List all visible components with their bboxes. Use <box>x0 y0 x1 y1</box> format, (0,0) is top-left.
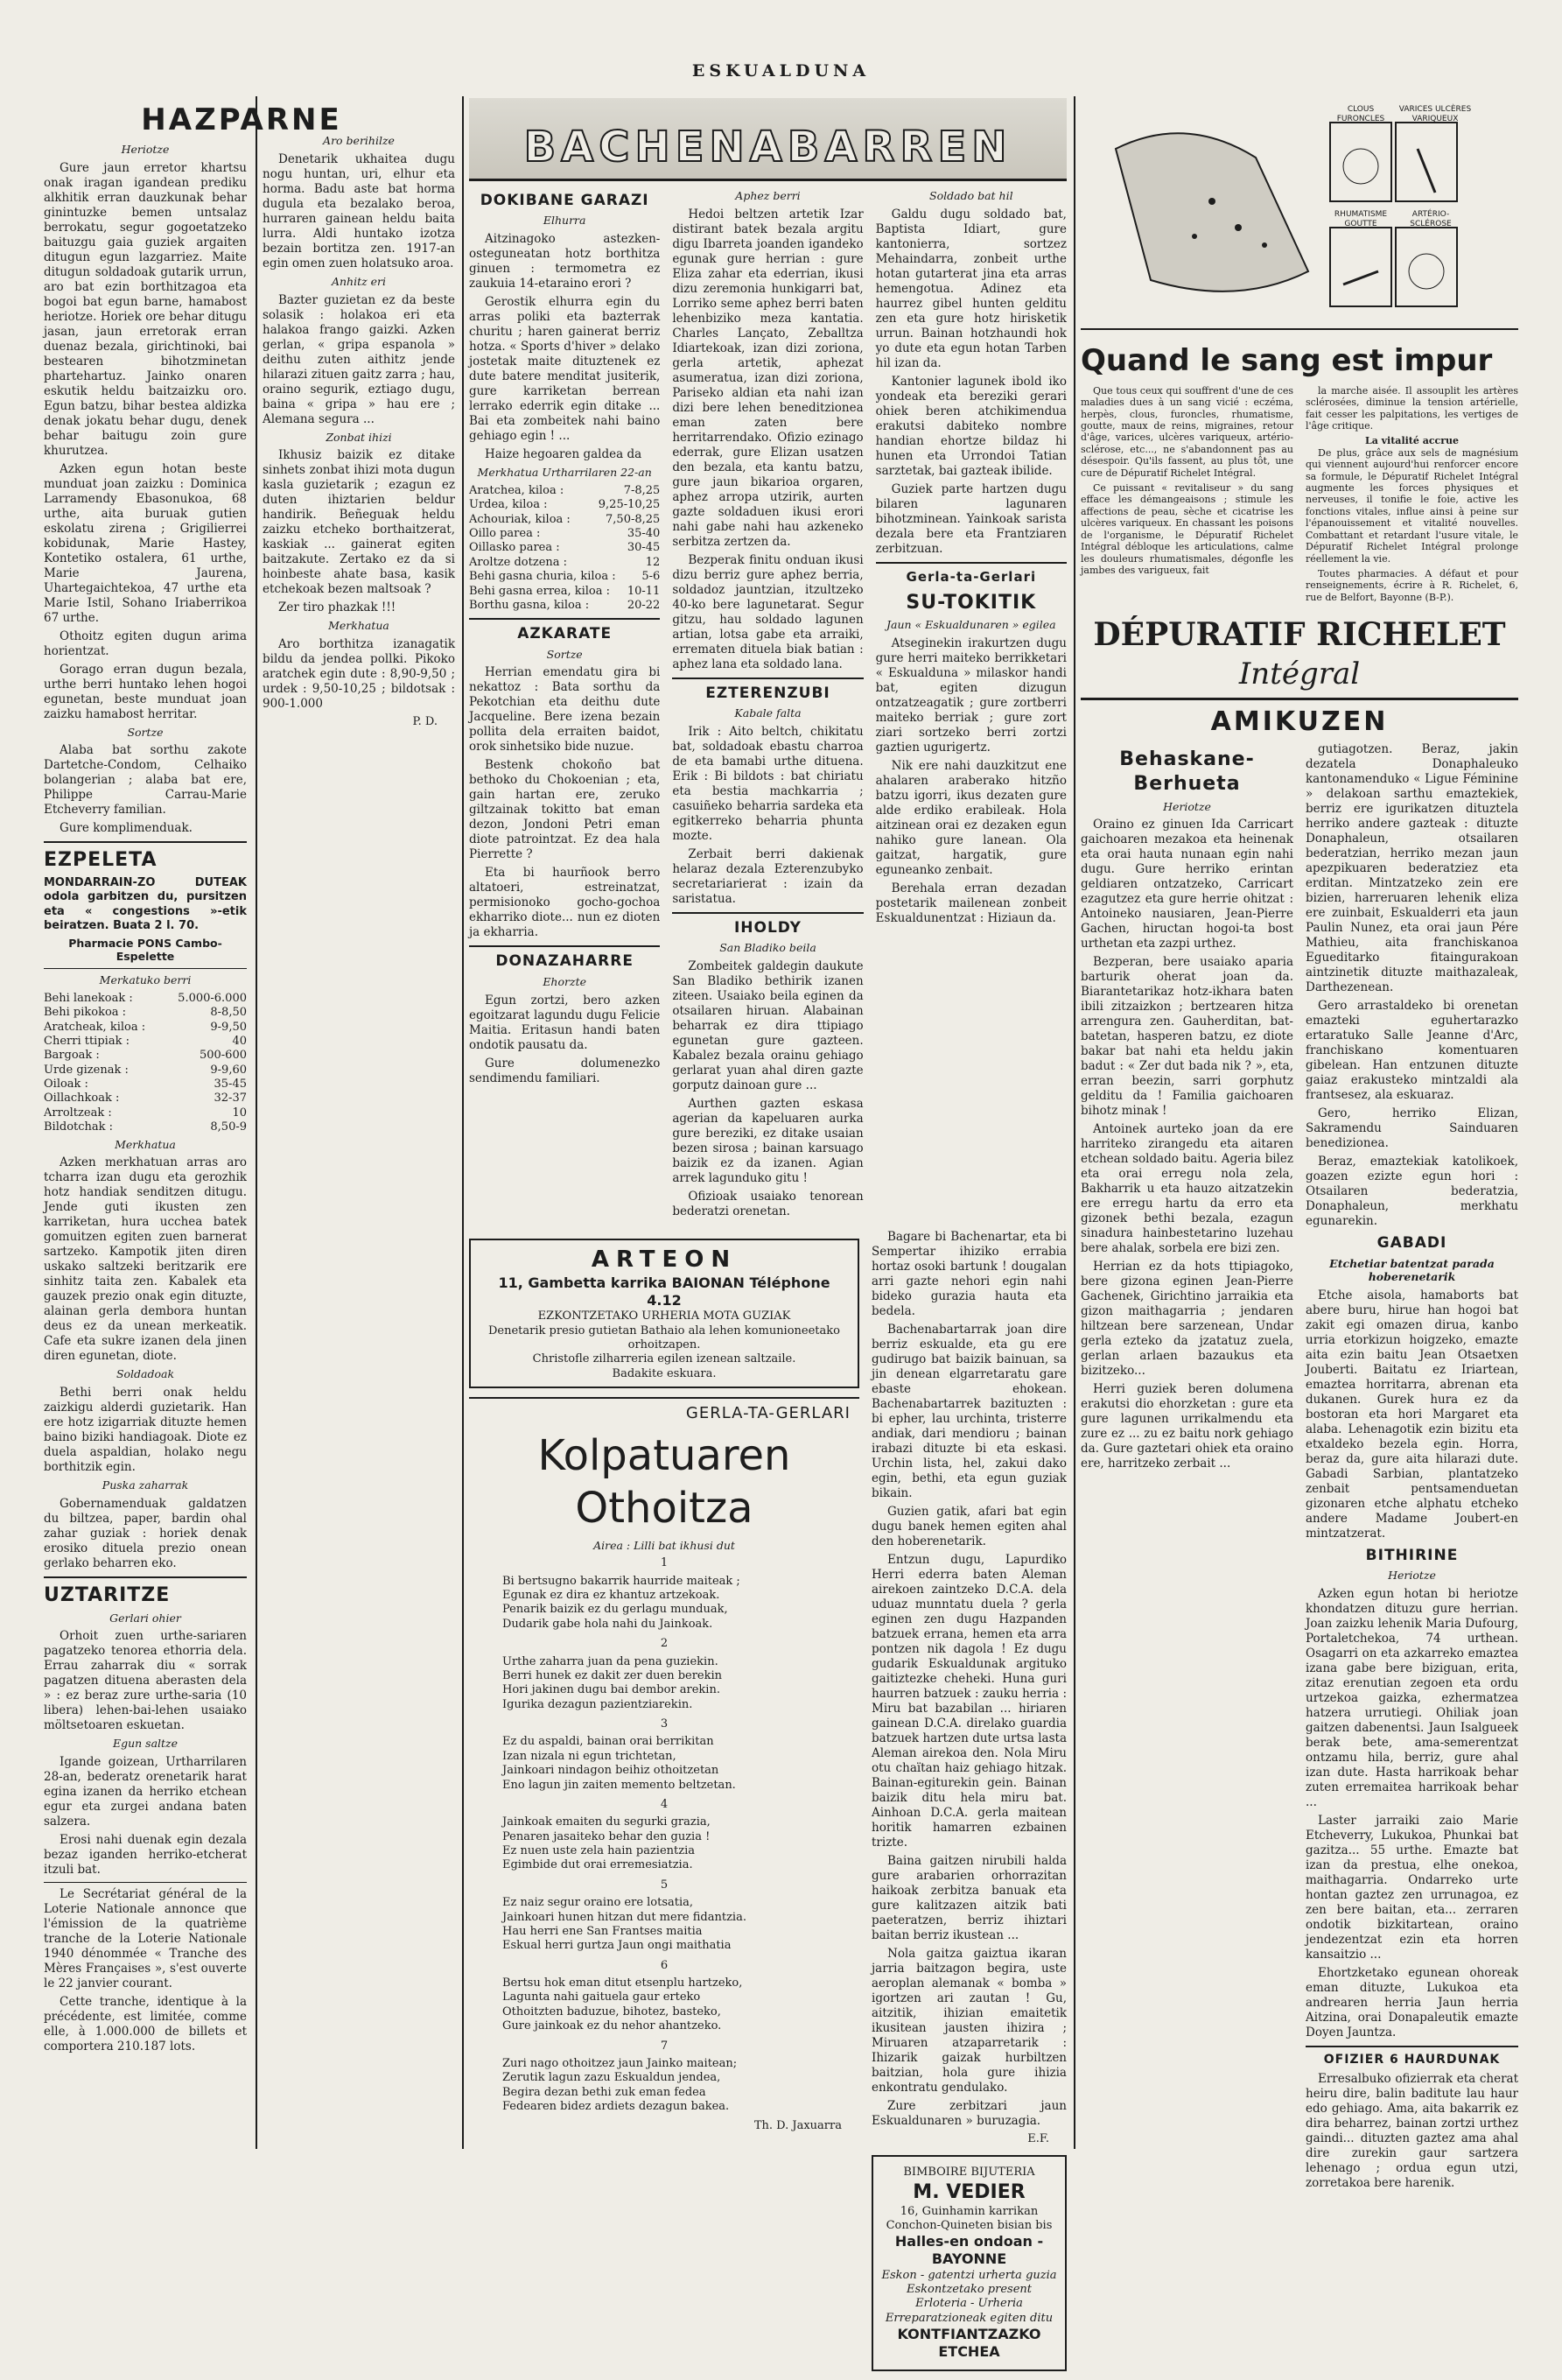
arteon-title: ARTEON <box>591 1246 738 1274</box>
ad-line: KONTFIANTZAZKO ETCHEA <box>897 2326 1041 2361</box>
stanza-line: Ez naiz segur oraino ere lotsatia, <box>502 1896 694 1910</box>
amikuzen-col <box>1306 742 1518 2194</box>
stanza-line: Bertsu hok eman ditut etsenplu hartzeko, <box>502 1976 743 1990</box>
stanza <box>502 1655 859 1713</box>
center-col-c <box>876 186 1067 1223</box>
stanza-line: Othoitzten baduzue, bihotez, basteko, <box>502 2004 721 2018</box>
anhitz-label: Anhitz eri <box>331 274 387 288</box>
stanza <box>502 1815 859 1873</box>
poem-aire: Airea : Lilli bat ikhusi dut <box>593 1538 735 1552</box>
paragraph: Herri guziek beren dolumena erakutsi dio ehorzketan : gure eta gure lagunen urrikalmendu eta zure ez ... zu ez baitu nork gehiago da. Gure gaztetari ohiek eta oraino ere, harritzeko zerbait ... <box>1081 1382 1293 1471</box>
paragraph: Bachenabartarrak joan dire berriz eskualde, eta gu ere gudirugo bat baizik bainuan, sa jin denean elgarretaratu gare ebaste ehokean. Bachenabartarrek bazituzten : bi epher, lau urchinta, tristerre andiak, dari mendioru ; bainan irabazi dituzte bi eta eskasi. Urchin lista, hel, zakui dako egin, bethi, eta egun guziak bikain. <box>872 1323 1067 1501</box>
puska-label: Puska zaharrak <box>102 1478 189 1492</box>
price-item: Behi lanekoak : <box>44 991 133 1005</box>
bithirine-title: BITHIRINE <box>1365 1547 1459 1565</box>
paragraph: Kantonier lagunek ibold iko yondeak eta bereziki gerari ohiek beren atchikimendua erakutsi dabiteko nombre handian ehortze bildaz hi hunen eta Urrondoi Tatian sarztetak, bai gazteak ibilide. <box>875 374 1067 478</box>
soldado-label: Soldado bat hil <box>929 189 1013 202</box>
price-value: 7-8,25 <box>623 483 661 497</box>
price-value: 500-600 <box>199 1049 247 1063</box>
stanza-line: Berri hunek ez dakit zer duen berekin <box>502 1668 723 1682</box>
paragraph: Antoinek aurteko joan da ere harriteko zirangedu eta aitaren etchean soldado baitu. Ageria bilez eta orai erregu nola zela, Bakharrik u eta hauzo aitzatzekin ere erregu hartu da erro eta gizonek bethi bezala, ezagun sinadura hainbestetarino luzehau bere ahalak, sorbela ere bizi zen. <box>1081 1122 1293 1256</box>
stanza-line: Penaren jasaiteko behar den guzia ! <box>502 1829 711 1843</box>
paragraph: De plus, grâce aux sels de magnésium qui viennent aujourd'hui renforcer encore sa formule, le Dépuratif Richelet Intégral augmente les forces physiques et nerveuses, il tonifie le foie, active les fonctions vitales, influe ainsi à peine sur l'épanouissement et vitalité nouvelles. Combattant et retardant l'usure vitale, le Dépuratif Richelet Intégral prolonge réellement la vie. <box>1306 446 1518 565</box>
paragraph: Eta bi haurñook berro altatoeri, estreinatzat, permisionoko gocho-gochoa ekharriko diote... nun ez dioten ja ekharria. <box>469 866 661 940</box>
newspaper-header: ESKUALDUNA <box>691 61 871 81</box>
paragraph: Irik : Aito beltch, chikitatu bat, soldadoak ebastu charroa de eta bamabi urthe dituena. Erik : Bi bildots : bat chiriatu eta bestia machkarria ; casuiñeko beharria sardeka eta egitkerreko beharria phunta mozte. <box>672 724 864 843</box>
arteon-line: EZKONTZETAKO URHERIA MOTA GUZIAK <box>537 1309 791 1323</box>
paragraph: Etche aisola, hamaborts bat abere buru, hirue han hogoi bat zakit egi omazen dirua, kanbo urria etorkizun hoigzeko, emazte aita ezin baitu Jean Otsaetxen Jouberti. Baitatu ez Iriartean, emaztea horritarra, abrenan eta dukanen. Gurek hura ez da bostoran eta hori Margaret eta alaba. Lehenagotik ezin bizitu eta etxaldeko bezela egin. Horra, beraz da, gure aita hilarazi dute. Gabadi Sarbian, plantatzeko zenbait pentsamenduetan gizonaren etche alphatu etcheko andere Madame Joubert-en mintzatzerat. <box>1306 1288 1518 1541</box>
illus-label: CLOUS FURONCLES <box>1336 105 1385 124</box>
paragraph: Bazter guzietan ez da beste solasik : holakoa eri eta halakoa frango gaizki. Azken gerlan, « gripa espanola » deithu zuten aithitz jende hilarazi zituen gaitz zarra ; hau, oraino segurik, eztiago dugu, baina « gripa » hau ere ; Alemana segura ... <box>263 292 455 426</box>
stanza-line: Jainkoari hunen hitzan dut mere fidantzia. <box>502 1910 746 1924</box>
stanza-number: 3 <box>660 1717 669 1731</box>
paragraph: Le Secrétariat général de la Loterie Nationale annonce que l'émission de la quatrième tranche de la Loterie Nationale 1940 dénommée « Tranche des Mères Françaises », s'est ouverte le 22 janvier courant. <box>44 1887 247 1991</box>
paragraph: Nola gaitza gaiztua ikaran jarria baitzagon begira, uste aeroplan alemanak « bomba » igortzen ari zautan ! Gu, aitzitik, ihizian emaitetik ikusitean jausten ihizira ; Miruaren atzaparretarik : Ihizarik gaizak hurbiltzen baitzian, hola gure ihizia enkontratu gendulako. <box>872 1947 1067 2096</box>
richelet-brand: DÉPURATIF RICHELET <box>1093 616 1506 654</box>
poem-title: Kolpatuaren Othoitza <box>537 1430 791 1534</box>
paragraph: Gero arrastaldeko bi orenetan emazteki eguhertarazko ertaratuko Salle Jeanne d'Arc, franchiskano komentuaren gibelean. Han entzunen dituzte gaiaz erakusteko mintzaldi ala frantsesez, ala eskuaraz. <box>1306 999 1518 1103</box>
price-item: Behi gasna churia, kiloa : <box>469 570 616 584</box>
column-rule <box>462 96 464 2149</box>
ad-name: M. VEDIER <box>913 2180 1026 2203</box>
stanza-line: Eskual herri gurtza Jaun ongi maithatia <box>502 1939 732 1953</box>
arteon-ad <box>469 1239 859 1388</box>
paragraph: Herrian emendatu gira bi nekattoz : Bata sorthu da Pekotchian eta deithu dute Jacqueline. Bere izena bezain pollita dela erraiten baidot, orok sinhetsiko bide nuzue. <box>469 665 661 755</box>
price-item: Cherri ttipiak : <box>44 1034 130 1048</box>
stanza-line: Hau herri ene San Frantses maitia <box>502 1924 703 1938</box>
ad-line: 16, Guinhamin karrikan <box>900 2204 1039 2218</box>
price-value: 35-40 <box>627 527 661 541</box>
stanza <box>502 1735 859 1793</box>
price-row <box>469 585 660 599</box>
arteon-line: Christofle zilharreria egilen izenean saltzaile. <box>532 1352 796 1366</box>
paragraph: Bezperak finitu onduan ikusi dizu berriz gure aphez berria, soldadoz jauntzian, itzultzeko 40-ko bere lagunetarat. Segur gitzu, hau soldado lagunen artian, lotsa gabe eta arraiki, errematen dituela biak batian : aphez lana eta soldado lana. <box>672 552 864 671</box>
stanza-number: 1 <box>660 1556 669 1570</box>
stanza-line: Fedearen bidez ardiets dezagun bakea. <box>502 2100 730 2114</box>
price-value: 12 <box>645 555 661 569</box>
price-row <box>469 556 660 570</box>
paragraph: Erresalbuko ofizierrak eta cherat heiru dire, balin baditute lau haur edo gehiago. Ama, aita bakarrik ez dira beharrez, bainan zortzi urthez gaindi... dituzten gaztez ama ahal dire zurekin gaur sartzera lehenago ; ordua egun utzi, zorretakoa bere harenik. <box>1306 2071 1518 2190</box>
stanza-line: Egimbide dut orai erremesiatzia. <box>502 1858 693 1872</box>
uztaritze-title: UZTARITZE <box>44 1583 171 1606</box>
price-item: Behi gasna errea, kiloa : <box>469 584 611 598</box>
ezterenzubi-title: EZTERENZUBI <box>705 684 830 702</box>
illus-label: RHUMATISME GOUTTE <box>1334 210 1388 229</box>
price-list <box>44 992 247 1135</box>
paragraph: Zer tiro phazkak !!! <box>278 600 396 615</box>
azkarate-title: AZKARATE <box>517 625 613 643</box>
merkhatua-label: Merkhatua Urtharrilaren 22-an <box>477 466 652 480</box>
paragraph: Nik ere nahi dauzkitzut ene ahalaren araberako hitzño batzu igorri, ikus dezaten gure alde erdiko erabileak. Hola aitzinean orai ez dezaken egun nahiko gure lanean. Ola gaitzat, hargatik, gure eguneanko zenbait. <box>875 759 1067 878</box>
divider <box>44 1882 247 1883</box>
pharmacie: Pharmacie PONS Cambo-Espelette <box>68 936 222 964</box>
ezpeleta-notice: MONDARRAIN-ZO DUTEAK odola garbitzen du, pursitzen eta « congestions »-etik beiratzen. Buata 2 l. 70. <box>44 876 247 933</box>
price-item: Achouriak, kiloa : <box>469 512 571 526</box>
elhurra-label: Elhurra <box>543 214 586 228</box>
stanza-number: 6 <box>660 1958 669 1972</box>
stanza-line: Begira dezan bethi zuk eman fedea <box>502 2085 706 2099</box>
bachenabarren-masthead <box>469 98 1067 181</box>
center-col-b <box>672 186 863 1223</box>
price-row <box>44 1006 247 1020</box>
amikuzen-title: AMIKUZEN <box>1210 706 1389 738</box>
price-value: 10-11 <box>627 584 661 598</box>
paragraph: Gure dolumenezko sendimendu familiari. <box>469 1056 661 1085</box>
price-item: Aratchea, kiloa : <box>469 483 564 497</box>
bijouterie-ad <box>872 2155 1067 2371</box>
stanza-line: Egunak ez dira ez khantuz artzekoak. <box>502 1589 720 1603</box>
center-block <box>469 96 1067 2361</box>
divider <box>1081 698 1518 700</box>
price-row <box>469 599 660 613</box>
ad-line: Halles-en ondoan - BAYONNE <box>894 2233 1044 2268</box>
price-item: Oiloak : <box>44 1078 88 1092</box>
paragraph: Gobernamenduak galdatzen du biltzea, paper, bardin ohal zahar guziak : horiek denak erosiko dituela prezio onean gerlako beharren eko. <box>44 1496 247 1570</box>
su-tokitik-sub: Jaun « Eskualdunaren » egilea <box>886 618 1056 632</box>
paragraph: Ce puissant « revitaliseur » du sang efface les démangeaisons ; stimule les affections de peau, sèche et cicatrise les ulcères variqueux. En chassant les poisons de l'organisme, le Dépuratif Richelet Intégral débloque les articulations, calme les douleurs rhumatismales, dégonfle les jambes des varigueux, fait <box>1081 482 1293 576</box>
stanza-line: Izan nizala ni egun trichtetan, <box>502 1749 676 1763</box>
garadi-title: GABADI <box>1376 1234 1447 1253</box>
paragraph: Zure zerbitzari jaun Eskualdunaren » buruzagia. <box>872 2099 1067 2129</box>
divider <box>469 945 660 947</box>
price-value: 9-9,50 <box>210 1020 247 1034</box>
price-item: Behi pikokoa : <box>44 1006 127 1020</box>
stanza-number: 7 <box>660 2039 669 2053</box>
center-lower-right <box>872 1230 1067 2380</box>
sortze-label: Sortze <box>127 725 164 739</box>
price-list <box>469 484 660 613</box>
gerla-box-title: Gerla-ta-Gerlari <box>906 568 1037 585</box>
stanza <box>502 2057 859 2115</box>
signature: P. D. <box>412 715 438 728</box>
price-item: Arroltzeak : <box>44 1106 112 1120</box>
price-row <box>44 1092 247 1106</box>
price-item: Oillasko parea : <box>469 541 560 555</box>
column-2 <box>263 131 455 2184</box>
price-item: Borthu gasna, kiloa : <box>469 598 590 612</box>
stanza-line: Bi bertsugno bakarrik haurride maiteak ; <box>502 1574 740 1588</box>
paragraph: Guzien gatik, afari bat egin dugu banek hemen egiten ahal den hoberenetarik. <box>872 1505 1067 1549</box>
paragraph: la marche aisée. Il assouplit les artères sclérosées, diminue la tension artérielle, fait cesser les palpitations, les vertiges de l'âge critique. <box>1306 384 1518 432</box>
price-row <box>469 498 660 512</box>
paragraph: Hedoi beltzen artetik Izar distirant batek bezala argitu digu Ibarreta joanden igandeko egunak gure herrian : gure Eliza zahar eta ederrian, ikusi dizu zeremonia hunkigarri bat, Lorriko seme aphez berri baten lehenbiziko meza kantatia. Charles Lançato, Zeballtza Idiartekoak, izan dizi zoriona, gerla artetik, aphezat asumeratua, izan dizi zoriona, Pariseko aldian eta nahi izan dizi bere lehen beneditzionea eman zaten bere herritarrendako. Ofizio ezinago ederrak, gure Elizan usatzen den bezala, eta kantu batzu, gure jaun bikarioa orgaren, aphez arropa utzirik, aurten gazte soldaduen ikusi erori nahi gabe nahi hau azkeneko serbitza zertzen da. <box>672 207 864 549</box>
paragraph: Baina gaitzen nirubili halda gure arabarien orhorrazitan haikoak zerbitza banuak eta gure kalitzazen aitzik bati paeteratzen, berriz ihiztari baitan berriz ikustean ... <box>872 1854 1067 1943</box>
price-value: 8-8,50 <box>210 1006 247 1020</box>
paragraph: Haize hegoaren galdea da <box>485 447 642 462</box>
paragraph: Ehortzketako egunean ohoreak eman dituzte, Lukukoa eta andrearen herria Jaun herria Aitzina, orai Donapaleutik emazte Doyen Jauntza. <box>1306 1966 1518 2040</box>
price-item: Urde gizenak : <box>44 1063 129 1077</box>
stanza-line: Ez nuen uste zela hain pazientzia <box>502 1844 696 1858</box>
divider <box>1306 2046 1518 2047</box>
quand-columns <box>1081 385 1518 607</box>
stanza-line: Hori jakinen dugu bai dembor arekin. <box>502 1683 720 1697</box>
ad-line: Conchon-Quineten bisian bis <box>886 2218 1053 2232</box>
heriotze-label: Heriotze <box>121 142 170 156</box>
stanza-line: Igurika dezagun pazientziarekin. <box>502 1697 693 1711</box>
paragraph: Entzun dugu, Lapurdiko Herri ederra baten Aleman airekoen zaintzeko D.C.A. dela uduaz munntatu duela ? gerla eginen zen dugu Hazpanden batzuek errana, hemen eta arra pontzen nik dagola ! Ez dugu gudarik Eskualdunak argituko gaitiztezke cheheki. Huna guri haurren batzuek : zauku herria : Miru bat bazabilan ... hiriaren gainean D.C.A. direlako guardia batzuek hartzen dute urtsa lasta Aleman airekoa den. Nola Miru otu chaïtan haiz gehiago hitzak. Bainan-egiturekin gein. Bainan baizik ditu hela miru bat. Ainhoan D.C.A. gerla maitean horitik hamarren ezbainen trizte. <box>872 1553 1067 1850</box>
paragraph: Beraz, emaztekiak katolikoek, goazen ezizte egun hori : Otsailaren bederatzia, Donaphaleun, merkhatu egunarekin. <box>1306 1155 1518 1229</box>
ad-line: BIMBOIRE BIJUTERIA <box>903 2166 1035 2180</box>
divider <box>44 841 247 843</box>
garadi-sub: Etchetiar batentzat parada hoberenetarik <box>1329 1256 1495 1284</box>
quand-col <box>1081 385 1293 607</box>
paragraph: Zombeitek galdegin daukute San Bladiko bethirik izanen ziteen. Usaiako beila eginen da otsailaren hiruan. Alabainan beharrak ez dira ttipiago egunetan gure gazteen. Kabalez bezala orainu gehiago gerlarat yuan ahal diren gazte gorputz dainoan gure ... <box>672 959 864 1093</box>
center-col-a <box>469 186 660 1223</box>
stanza-number: 5 <box>660 1878 669 1892</box>
paragraph: Oraino ez ginuen Ida Carricart gaichoaren mezakoa eta heinenak eta orai hauta nunaan egin nahi dugu. Gure herriko erintan geldiaren ontzatzeko, Carricart ezagutzez eta gure herrie ohitzat : Antoineko nausiaren, Jean-Pierre Gachen, hiructan hogoi-ta bost urthetan eta zazpi urthez. <box>1081 818 1293 951</box>
paragraph: Azken merkhatuan arras aro tcharra izan dugu eta gerozhik hotz handiak senditzen ditugu. Jende guti ikusten zen karriketan, hura ucchea batek gomuitzen egiten zuen barnerat sartzeko. Kampotik jiten diren uskako saltzeki beritzarik ere sinhitz taita zen. Kabalek eta gauzek prezio onak egin dituzte, alainan gerla dembora huntan deus ez da unean merkeatik. Cafe eta sukre izanen dela jinen diren egunetan, diote. <box>44 1155 247 1364</box>
stanza-line: Jainkoak emaiten du segurki grazia, <box>502 1815 711 1829</box>
heriotze-label: Heriotze <box>1388 1569 1436 1583</box>
dokibane-title: DOKIBANE GARAZI <box>480 192 649 209</box>
kabale-label: Kabale falta <box>734 706 802 720</box>
divider <box>44 1576 247 1578</box>
paragraph: Aitzinagoko astezken-osteguneatan hotz borthitza ginuen : termometra ez zaukuia 14-etaraino erori ? <box>469 232 661 291</box>
paragraph: Laster jarraiki zaio Marie Etcheverry, Lukukoa, Phunkai bat gazitza... 55 urthe. Emazte bat izan da prestua, elhe onekoa, maithagarria. Ondarreko urte hontan gaztez zen urrunagoa, ez zen bere baitan, eta... zerraren ondotik bizkitartean, oraino jendezentzat ezin eta horren kansaitzio ... <box>1306 1814 1518 1962</box>
poem-signature: Th. D. Jaxuarra <box>753 2119 842 2133</box>
stanza-line: Dudarik gabe hola nahi du Jainkoak. <box>502 1617 713 1631</box>
paragraph: Aurthen gazten eskasa agerian da kapeluaren aurka gure bereziki, ez ditake usaian bezen sirosa ; bainan karsuago baizik ez da izanen. Agian arrek lagunduko gitu ! <box>672 1097 864 1186</box>
center-lower <box>469 1230 1067 2380</box>
arteon-line: Badakite eskuara. <box>612 1366 717 1380</box>
quand-col <box>1306 385 1518 607</box>
paragraph: Azken egun hotan beste munduat joan zaizku : Dominica Larramendy Ebasonukoa, 68 urthe, aita buruak gutien eskolatu zirena ; Grigilierrei kobidunak, Marie Hastey, Kontetiko ostalera, 61 urthe, Marie Jaurena, Uhartegaichtekoa, 47 urthe eta Marie Istil, Sohano Iriaberrikoa 67 urthe. <box>44 461 247 625</box>
beila-label: San Bladiko beila <box>719 941 816 955</box>
integral-brand: Intégral <box>1238 656 1361 692</box>
paragraph: Toutes pharmacies. A défaut et pour renseignements, écrire à R. Richelet, 6, rue de Belfort, Bayonne (B-P.). <box>1306 567 1518 603</box>
quand-headline: Quand le sang est impur <box>1081 343 1493 378</box>
column-rule <box>256 96 257 2149</box>
egun-label: Egun saltze <box>112 1737 179 1751</box>
price-value: 5.000-6.000 <box>178 991 247 1005</box>
stanza-line: Penarik baizik ez du gerlagu munduak, <box>502 1603 728 1617</box>
price-value: 9,25-10,25 <box>598 498 661 512</box>
stanza-number: 2 <box>660 1637 669 1651</box>
price-item: Aroltze dotzena : <box>469 555 568 569</box>
price-value: 30-45 <box>627 541 661 555</box>
amikuzen-col <box>1081 742 1293 2194</box>
divider <box>469 618 660 620</box>
stanza-line: Jainkoari nindagon beihiz othoitzetan <box>502 1764 719 1778</box>
price-row <box>469 541 660 555</box>
ezpeleta-title: EZPELETA <box>44 849 158 872</box>
paragraph: Bestenk chokoño bat bethoko du Chokoenian ; eta, gain hartan ere, zeruko giltzainak tokitto bat eman dezon, Jondoni Petri eman diote patrointzat. Ez dea hala Pierrette ? <box>469 758 661 862</box>
paragraph: Bezperan, bere usaiako aparia barturik oherat joan da. Biarantetarikaz hotz-ikhara baten ibili zitzaizkon ; bertzearen hitza arrengura zen. Gauherditan, bat-batetan, hasperen batzu, ez diote bakar bat nahi eta heldu jakin badut : « Zer dut bada nik ? », eta, erran beezin, sarri gorphutz gelditu da ! Familia gaichoaren bihotz minak ! <box>1081 955 1293 1119</box>
paragraph: Alaba bat sorthu zakote Dartetche-Condom, Celhaiko bolangerian ; alaba bat ere, Philippe Carrau-Marie Etcheverry familian. <box>44 743 247 818</box>
price-value: 9-9,60 <box>210 1063 247 1077</box>
paragraph: Bagare bi Bachenartar, eta bi Sempertar ihiziko errabia hortaz osoki bartunk ! dougalan arri gazte nehori egin nahi bideko gurazia hauta eta bedela. <box>872 1230 1067 1319</box>
paragraph: Ikhusiz baizik ez ditake sinhets zonbat ihizi mota dugun kasla guzietarik ; ezagun ez duten ihiztarien beldur handirik. Beñeguak heldu zaizku etcheko borthaitzerat, kaskiak ... gainerat egiten baitzakute. Zertako ez da si hoinbeste ahate basa, kasik etchekoak bezen maltsoak ? <box>263 448 455 597</box>
paragraph: Bethi berri onak heldu zaizkigu alderdi guzietarik. Han ere hotz izigarriak dituzte hemen baino biziki handiagoak. Diote ez duela aspaldian, holako negu borthitzik egin. <box>44 1386 247 1475</box>
stanza-line: Ez du aspaldi, bainan orai berrikitan <box>502 1735 714 1749</box>
price-item: Oillachkoak : <box>44 1092 120 1106</box>
price-item: Bildotchak : <box>44 1120 114 1134</box>
divider <box>876 562 1067 564</box>
price-value: 35-45 <box>214 1078 247 1092</box>
paragraph: Gerostik elhurra egin du arras poliki eta bazterrak churitu ; haren gainerat berriz hotza. « Sports d'hiver » delako jostetak maite dituztenek ez dute batere menditat jusiterik, gure karriketan berrean lerrako ederrik egin ditake ... Bai eta zombeitek nahi baino gehiago egin ! ... <box>469 295 661 444</box>
ad-line: Eskontzetako present <box>906 2282 1032 2296</box>
divider <box>469 1397 859 1399</box>
stanza <box>502 1575 859 1632</box>
stanza-line: Lagunta nahi gaituela gaur erteko <box>502 1990 701 2004</box>
paragraph: Igande goizean, Urtharrilaren 28-an, bederatz orenetarik harat egina izanen da herriko etchean egur eta zurgei andana baten salzera. <box>44 1755 247 1829</box>
gerlari-label: Gerlari ohier <box>109 1611 181 1625</box>
gerla-title: GERLA-TA-GERLARI <box>685 1404 851 1422</box>
price-row <box>44 1021 247 1035</box>
price-value: 8,50-9 <box>210 1120 247 1134</box>
stanza-number: 4 <box>660 1797 669 1811</box>
price-value: 40 <box>232 1034 247 1048</box>
stanza-line: Eno lagun jin zaiten memento beltzetan. <box>502 1778 736 1792</box>
divider <box>44 968 247 969</box>
column-rule <box>1074 96 1075 2149</box>
paragraph: Atseginekin irakurtzen dugu gure herri maiteko berrikketari « Eskualduna » milaskor handi bat, egiten dizugun ontzatzeagatik ; gure zortberri maiteko berriak ; gure zort ziari sortzeko berri zortzi gaztien ugurigertz. <box>875 636 1067 755</box>
price-value: 32-37 <box>214 1092 247 1106</box>
paragraph: Que tous ceux qui souffrent d'une de ces maladies dues à un sang vicié : eczéma, herpès, clous, furoncles, rhumatisme, goutte, maux de reins, migraines, retour d'âge, varices, ulcères variqueux, artério-sclérose, etc..., ne s'abandonnent pas au désespoir. Qu'ils fassent, au plus tôt, une cure de Dépuratif Richelet Intégral. <box>1081 384 1293 479</box>
heriotze-label: Heriotze <box>1163 799 1211 813</box>
price-row <box>44 1106 247 1120</box>
iholdy-title: IHOLDY <box>733 918 802 937</box>
arteon-line: Denetarik presio gutietan Bathaio ala lehen komunioneetako orhoitzapen. <box>488 1323 840 1351</box>
ad-line: Erloteria - Urheria <box>915 2297 1023 2311</box>
paragraph: Zerbait berri dakienak helaraz dezala Ezterenzubyko secretariarierat : izain da saristatua. <box>672 846 864 906</box>
price-row <box>469 484 660 498</box>
center-lower-left <box>469 1230 859 2380</box>
price-row <box>44 1120 247 1134</box>
stanza-line: Zerutik lagun zazu Eskualdun jendea, <box>502 2071 721 2085</box>
price-row <box>44 1049 247 1063</box>
center-top-columns <box>469 186 1067 1223</box>
price-item: Bargoak : <box>44 1049 100 1063</box>
price-value: 7,50-8,25 <box>606 512 661 526</box>
paragraph: Orhoit zuen urthe-sariaren pagatzeko tenorea ethorria dela. Errau zaharrak diu « sorrak pagatzen dituena aberasten dela » : ez beraz zure urthe-saria (10 libera) lehen-bai-lehen usaiako möltsetoaren eskuetan. <box>44 1629 247 1733</box>
paragraph: Guziek parte hartzen dugu bilaren lagunaren bihotzminean. Yainkoak sarista dezala bere eta Frantziaren zerbitzuan. <box>875 481 1067 556</box>
hazparne-title: HAZPARNE <box>141 102 342 137</box>
paragraph: Azken egun hotan bi heriotze khondatzen dituzu gure herrian. Joan zaizku lehenik Maria Dufourg, Portaletchekoa, 74 urthean. Osagarri on eta azkarreko emaztea izana gabe bere biziguan, erita, zitaz erenutian zegoen eta ordu urtzekoa gaizka, ezhermatzea hatzera urrutiegi. Ohiliak joan gaitzen dabenentsi. Jaun Isalgueek berak bete, ama-semerentzat ontzamu hila, berriz, gure ahal izan dute. Hasta harrikoak behar zuten erremaitea harrikoak behar ... <box>1306 1587 1518 1810</box>
merkhatua-label: Merkhatua <box>328 619 389 633</box>
paragraph: Denetarik ukhaitea dugu nogu huntan, uri, elhur eta horma. Badu aste bat horma dugula eta bezalako beroa, hurraren gainean heldu baita lurra. Aldi huntako izotza bezain bortitza zen. 1917-an egin omen zuen holatsuko aroa. <box>263 151 455 270</box>
illus-label: VARICES ULCÈRES VARIQUEUX <box>1398 105 1472 124</box>
poem-stanzas <box>469 1556 859 2114</box>
arteon-address: 11, Gambetta karrika BAIONAN Téléphone 4.12 <box>498 1274 830 1309</box>
signature: E.F. <box>1027 2132 1049 2146</box>
apez-label: Aphez berri <box>735 189 801 202</box>
paragraph: Egun zortzi, bero azken egoitzarat lagundu dugu Felicie Maitia. Eritasun handi baten ondotik pausatu da. <box>469 993 661 1052</box>
ehorzte-label: Ehorzte <box>543 974 586 988</box>
stanza-line: Zuri nago othoitzez jaun Jainko maitean; <box>502 2056 738 2070</box>
paragraph: Gero, herriko Elizan, Sakramendu Sainduaren benedizionea. <box>1306 1106 1518 1151</box>
illus-label: ARTÉRIO-SCLÉROSE <box>1410 210 1452 229</box>
stanza <box>502 1896 859 1954</box>
price-value: 20-22 <box>627 598 661 612</box>
paragraph: Gure jaun erretor khartsu onak iragan igandean prediku alkhitik erran dauzkunak behar ginintuzke bemen untsalaz berrokatu, segur gogoetatzeko baituzgu gaia guziek argaiten ditugun egun lazgarriez. Maite ditugun soldadoak gutarik urrun, aro bat ezin borthitzagoa eta bogoi bat egun barne, hamabost heriotze. Horiek ore behar ditugu jasan, jaun erretorak erran duenaz bezala, girichtinoki, bai bestearen bihotzminetan phartehartuz. Jainko onaren eskutik heldu baitzaizku oro. Egun batzu, bihar bestea aldizka denak jokatu behar dugu, denek behar baitugu zoin gure khurutzea. <box>44 160 247 458</box>
sortze-label: Sortze <box>546 647 583 661</box>
price-row <box>469 513 660 527</box>
paragraph: Aro borthitza izanagatik bildu da jendea pollki. Pikoko aratchek egin dute : 8,90-9,50 ; urdek : 9,50-10,25 ; bildotsak : 900-1.000 <box>263 637 455 711</box>
price-item: Oillo parea : <box>469 527 541 541</box>
price-row <box>469 527 660 541</box>
price-row <box>44 1035 247 1049</box>
su-tokitik-title: SU-TOKITIK <box>906 591 1037 614</box>
ofizier-title: OFIZIER 6 HAURDUNAK <box>1323 2053 1501 2068</box>
soldadoak-label: Soldadoak <box>116 1367 175 1381</box>
aro-label: Aro berihilze <box>323 134 395 147</box>
merkatu-label: Merkatuko berri <box>99 973 192 987</box>
masthead-title: BACHENABARREN <box>523 122 1012 172</box>
paragraph: Erosi nahi duenak egin dezala bezaz iganden herriko-etcherat itzuli bat. <box>44 1833 247 1878</box>
price-item: Urdea, kiloa : <box>469 498 548 512</box>
amikuzen-columns <box>1081 742 1518 2194</box>
price-value: 5-6 <box>641 570 661 584</box>
right-column <box>1081 96 1518 2190</box>
divider <box>672 677 863 679</box>
merkhatua-label: Merkhatua <box>115 1137 176 1151</box>
ad-line: Erreparatzioneak egiten ditu <box>885 2311 1054 2325</box>
paragraph: Othoitz egiten dugun arima horientzat. <box>44 628 247 658</box>
paragraph: gutiagotzen. Beraz, jakin dezatela Donaphaleuko kantonamenduko « Ligue Féminine » delakoan sarthu emaztekiek, berriz ere igurikatzen dituztela herriko andere gazteak : dituzte Donaphaleun, otsailaren bederatzian, herriko mezan jaun apezpikuaren bederatziez eta erditan. Mintzatzeko zein ere bizien, harreruaren lehenik eliza ere zuinbait, Eskualderri eta jaun Paulin Nunez, eta orai jaun Pére Mathieu, aita franchiskanoa Egueditarko fitaingurakoan aintzinetik dituzte maithazaleak, Darthezenean. <box>1306 742 1518 995</box>
price-row <box>469 570 660 584</box>
price-item: Aratcheak, kiloa : <box>44 1020 146 1034</box>
paragraph: Berehala erran dezadan postetarik mailenean zonbeit Eskualdunentzat : Hiziaun da. <box>875 881 1067 926</box>
donazaharre-title: DONAZAHARRE <box>495 952 634 971</box>
ad-line: Eskon - gatentzi urherta guzia <box>881 2268 1057 2282</box>
price-row <box>44 1064 247 1078</box>
paragraph: Gure komplimenduak. <box>60 821 193 836</box>
zonbat-label: Zonbat ihizi <box>326 430 392 444</box>
stanza-line: Gure jainkoak ez du nehor ahantzeko. <box>502 2019 722 2033</box>
price-value: 10 <box>232 1106 247 1120</box>
paragraph: Cette tranche, identique à la précédente, est limitée, comme elle, à 1.000.000 de billets et comportera 210.187 lots. <box>44 1995 247 2054</box>
stanza-line: Urthe zaharra juan da pena guziekin. <box>502 1654 718 1668</box>
paragraph: Galdu dugu soldado bat, Baptista Idiart, gure kantonierra, sortzez Mehaindarra, zonbeit urthe hotan gutarterat jina eta arras hemengotua. Adinez eta haurrez gibel hunten gelditu zen eta gure hotz hirisketik urrun. Bainan hotzhaundi hok yo dute eta egun hotan Tarben hil izan da. <box>875 207 1067 370</box>
behaskane-title: Behaskane-Berhueta <box>1119 748 1255 795</box>
vitalite-heading: La vitalité accrue <box>1364 435 1460 447</box>
divider <box>672 912 863 914</box>
paragraph: Ofizioak usaiako tenorean bederatzi orenetan. <box>672 1190 864 1219</box>
price-row <box>44 1078 247 1092</box>
paragraph: Gorago erran dugun bezala, urthe berri huntako lehen hogoi egunetan, beste munduat joan zaizku hamabost herritar. <box>44 662 247 721</box>
price-row <box>44 992 247 1006</box>
stanza <box>502 1976 859 2034</box>
richelet-illustration <box>1081 96 1518 330</box>
paragraph: Herrian ez da hots ttipiagoko, bere gizona eginen Jean-Pierre Gachenek, Girichtino jarraikia eta gizon maithagarria ; jendaren hiltzean bere sarzenean, Undar gerla ezteko da jzatatuz zuela, gerlan arlaen bazaukus eta bizitzeko... <box>1081 1260 1293 1379</box>
